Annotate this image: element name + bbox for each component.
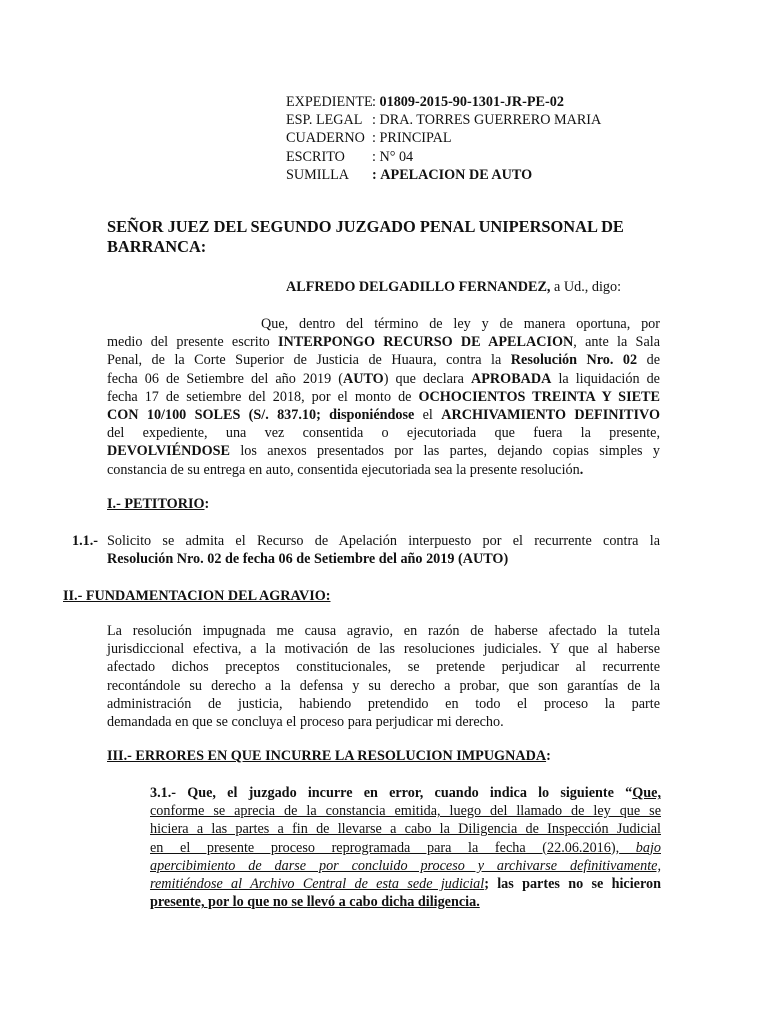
text-run: la liquidación de [551, 370, 660, 387]
section-title-colon: : [546, 748, 551, 764]
text-line [107, 388, 660, 406]
header-sep: : [372, 166, 377, 183]
section-title-text: II.- FUNDAMENTACION DEL AGRAVIO: [63, 588, 331, 604]
section-title-colon: : [204, 496, 210, 512]
header-sep: : [372, 94, 376, 110]
header-key: SUMILLA [286, 166, 350, 183]
text-run: constancia de su entrega en auto, consentida ejecutoriada sea la presente resolución [107, 461, 580, 478]
section-title-errores [107, 747, 551, 765]
text-line [107, 406, 660, 424]
text-run: fecha 06 de Setiembre del año 2019 ( [107, 370, 343, 387]
addressee-line-2: BARRANCA: [107, 237, 207, 256]
errores-paragraph [150, 784, 661, 911]
text-run: el [414, 406, 442, 423]
header-row-esp-legal [286, 111, 616, 129]
header-value: N° 04 [379, 148, 414, 165]
text-run-bold: . [579, 461, 584, 478]
header-key: ESP. LEGAL [286, 112, 363, 129]
text-line [107, 333, 660, 351]
text-line [150, 839, 661, 857]
text-run: ) que declara [383, 370, 471, 387]
text-run: de [637, 352, 660, 369]
header-value: DRA. TORRES GUERRERO MARIA [379, 112, 602, 129]
header-key: CUADERNO [286, 130, 365, 147]
header-row-sumilla [286, 166, 616, 184]
addressee [107, 217, 667, 257]
text-line: recontándole su derecho a la defensa y su derecho a probar, que son garantías de la [107, 677, 660, 694]
header-row-cuaderno [286, 129, 616, 147]
text-line: apercibimiento de darse por concluido proceso y archivarse definitivamente, [150, 857, 661, 874]
header-key: ESCRITO [286, 148, 345, 165]
text-run-underlined: en el presente proceso reprogramada para la fecha (22.06.2016), [150, 839, 620, 856]
text-line [150, 875, 661, 893]
party-rest: a Ud., digo: [550, 279, 622, 295]
text-run-bold: Resolución Nro. 02 [510, 352, 638, 369]
header-key: EXPEDIENTE [286, 94, 373, 110]
text-run-bold: 3.1.- Que, el juzgado incurre en error, cuando indica lo siguiente “ [150, 785, 633, 801]
text-run-bold: AUTO [342, 370, 384, 387]
text-run: , ante la Sala [573, 334, 660, 351]
text-line: demandada en que se concluya el proceso para perjudicar mi derecho. [107, 713, 504, 730]
text-run-bold: APROBADA [471, 370, 552, 387]
party-name: ALFREDO DELGADILLO FERNANDEZ, [286, 279, 551, 295]
header-row-expediente [286, 93, 616, 111]
text-line: Que, dentro del término de ley y de manera oportuna, por [261, 316, 660, 332]
text-run-bold: DEVOLVIÉNDOSE [107, 443, 230, 460]
text-run-bold: ; las partes no se hicieron [484, 875, 661, 892]
text-run-bold: CON 10/100 SOLES (S/. 837.10; disponiéndose [107, 406, 415, 423]
text-run: los anexos presentados por las partes, dejando copias simples y [229, 443, 660, 460]
section-title-petitorio [107, 495, 209, 513]
text-line: jurisdiccional efectiva, a la motivación de las resoluciones judiciales. Y que al haberse [107, 641, 660, 658]
text-line [107, 351, 660, 369]
item-body [107, 532, 660, 568]
text-line [150, 784, 661, 802]
text-line: conforme se aprecia de la constancia emitida, luego del llamado de ley que se [150, 803, 661, 820]
text-line [107, 461, 660, 479]
text-run-italic-underlined: remitiéndose al Archivo Central de esta sede judicial [150, 875, 485, 892]
text-run-bold-underlined: Que, [632, 785, 661, 801]
header-value: PRINCIPAL [379, 130, 452, 147]
item-number: 1.1.- [72, 533, 99, 549]
header-sep: : [372, 130, 376, 147]
section-title-text: I.- PETITORIO [107, 496, 205, 512]
text-run-bold-underlined: presente, por lo que no se llevó a cabo dicha diligencia. [150, 894, 480, 911]
header-sep: : [372, 112, 376, 129]
text-line: administración de justicia, habiendo pretendido en todo el proceso la parte [107, 695, 660, 712]
text-run-bold: INTERPONGO RECURSO DE APELACION [278, 334, 574, 351]
text-line: La resolución impugnada me causa agravio, en razón de haberse afectado la tutela [107, 623, 660, 639]
section-title-text: III.- ERRORES EN QUE INCURRE LA RESOLUCION IMPUGNADA [107, 748, 547, 764]
text-line [107, 370, 660, 388]
case-header [286, 93, 616, 184]
text-run-italic-underlined: bajo [619, 839, 661, 856]
text-line [107, 442, 660, 460]
text-line: hiciera a las partes a fin de llevarse a cabo la Diligencia de Inspección Judicial [150, 821, 661, 838]
header-sep: : [372, 148, 376, 165]
header-value: APELACION DE AUTO [380, 166, 533, 183]
fundamentacion-paragraph [107, 622, 660, 731]
text-run-bold: OCHOCIENTOS TREINTA Y SIETE [418, 388, 660, 405]
header-row-escrito [286, 148, 616, 166]
text-line: afectado dichos preceptos constitucionales, se pretende perjudicar al recurrente [107, 659, 660, 676]
text-run-bold: ARCHIVAMIENTO DEFINITIVO [441, 406, 660, 423]
text-run: Penal, de la Corte Superior de Justicia de Huaura, contra la [107, 352, 511, 369]
section-title-fundamentacion [63, 587, 330, 605]
header-value: 01809-2015-90-1301-JR-PE-02 [379, 94, 564, 110]
text-line [150, 893, 661, 911]
text-line: Solicito se admita el Recurso de Apelación interpuesto por el recurrente contra la [107, 533, 660, 549]
text-run: medio del presente escrito [107, 334, 279, 351]
intro-paragraph [107, 315, 660, 479]
party-line [286, 278, 621, 296]
text-run: fecha 17 de setiembre del 2018, por el monto de [107, 388, 419, 405]
addressee-line-1: SEÑOR JUEZ DEL SEGUNDO JUZGADO PENAL UNIPERSONAL DE [107, 217, 624, 236]
text-line: del expediente, una vez consentida o ejecutoriada que fuera la presente, [107, 425, 660, 442]
text-line: Resolución Nro. 02 de fecha 06 de Setiembre del año 2019 (AUTO) [107, 551, 509, 568]
